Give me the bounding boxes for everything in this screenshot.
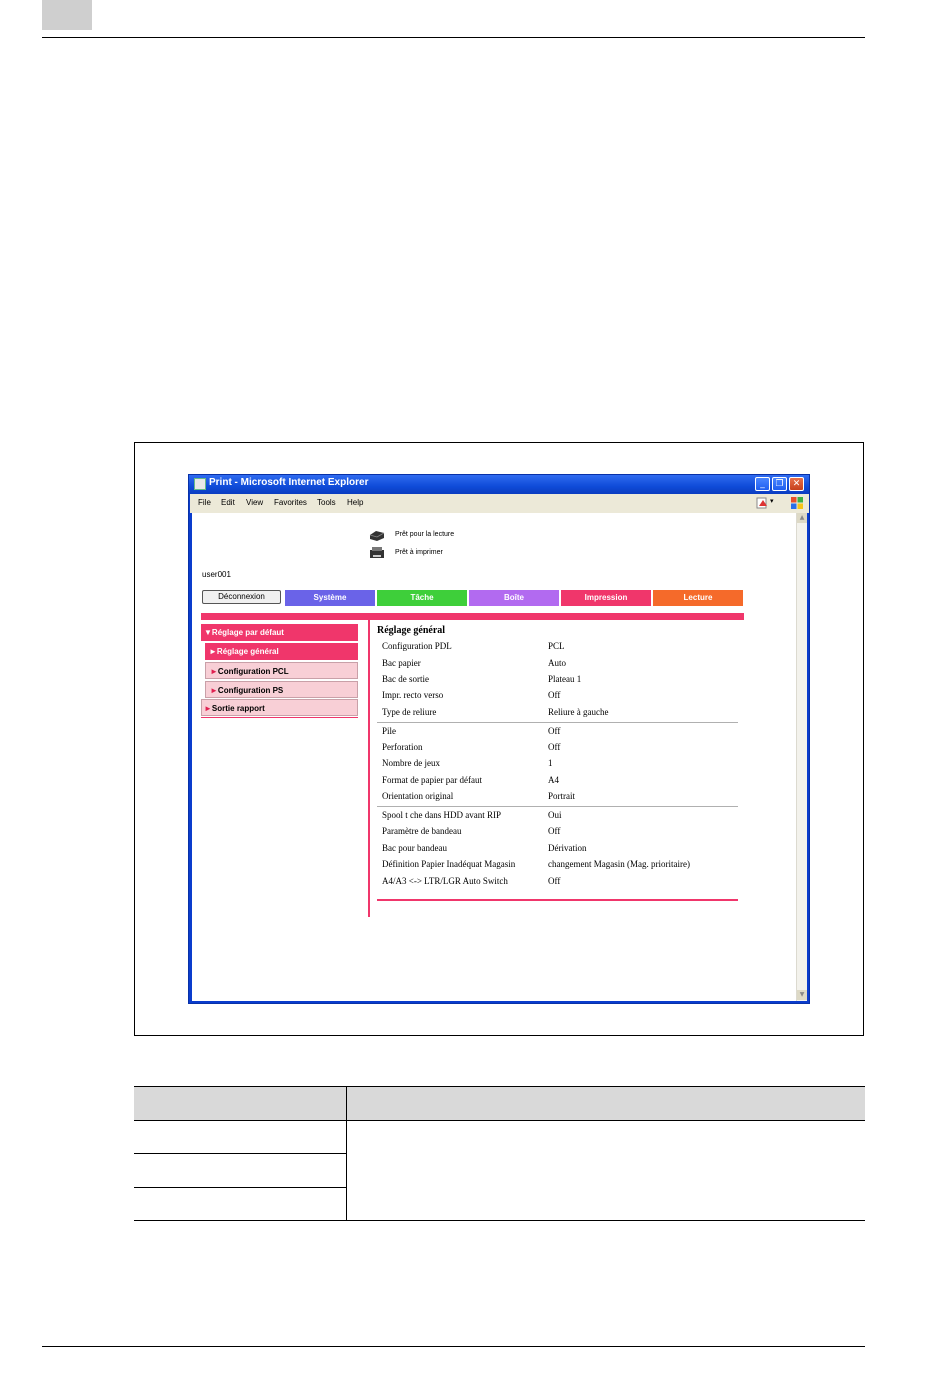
setting-label: Perforation: [382, 742, 423, 752]
nav-label: Réglage général: [216, 647, 279, 656]
setting-value: Off: [548, 876, 561, 886]
setting-label: Format de papier par défaut: [382, 775, 482, 785]
nav-pcl-config[interactable]: [205, 662, 358, 679]
menu-help[interactable]: Help: [347, 498, 364, 507]
printer-status-icon: [368, 546, 386, 560]
setting-label: Bac pour bandeau: [382, 843, 447, 853]
menu-view[interactable]: View: [246, 498, 264, 507]
nav-label: Réglage par défaut: [211, 628, 284, 637]
window-title: Print - Microsoft Internet Explorer: [209, 477, 369, 488]
footer-rule: [42, 1346, 865, 1347]
tab-box[interactable]: Boîte: [469, 590, 559, 606]
setting-label: Configuration PDL: [382, 641, 452, 651]
table-column-divider: [346, 1086, 347, 1221]
setting-value: Off: [548, 826, 561, 836]
content-border: [368, 620, 370, 917]
triangle-right-icon: ►: [210, 667, 218, 676]
nav-label: Configuration PS: [217, 686, 284, 695]
setting-label: Bac papier: [382, 658, 421, 668]
section-title: Réglage général: [377, 625, 446, 636]
setting-value: Auto: [548, 658, 566, 668]
setting-value: Off: [548, 690, 561, 700]
triangle-right-icon: ►: [210, 686, 218, 695]
browser-viewport: [192, 513, 807, 1001]
vertical-scrollbar[interactable]: [796, 513, 807, 1001]
scanner-status-icon: [368, 529, 386, 543]
setting-label: Bac de sortie: [382, 674, 429, 684]
setting-value: Off: [548, 726, 561, 736]
triangle-down-icon: ▼: [204, 628, 212, 637]
nav-label: Sortie rapport: [211, 704, 265, 713]
setting-label: A4/A3 <-> LTR/LGR Auto Switch: [382, 876, 508, 886]
scan-status-text: Prêt pour la lecture: [395, 531, 455, 538]
title-bar: [189, 475, 809, 494]
pdf-tool-icon[interactable]: [756, 497, 770, 509]
nav-default-settings[interactable]: [201, 624, 358, 641]
active-tab-bar: [201, 613, 744, 620]
setting-label: Nombre de jeux: [382, 758, 440, 768]
user-name: user001: [202, 570, 231, 579]
menu-tools[interactable]: Tools: [317, 498, 336, 507]
nav-report-output[interactable]: [201, 699, 358, 716]
ie-page-icon: [194, 478, 206, 490]
setting-value: Oui: [548, 810, 562, 820]
setting-value: Off: [548, 742, 561, 752]
content-divider: [377, 899, 738, 901]
setting-value: 1: [548, 758, 553, 768]
setting-label: Spool t che dans HDD avant RIP: [382, 810, 501, 820]
maximize-button[interactable]: ❐: [772, 477, 787, 491]
setting-value: Portrait: [548, 791, 575, 801]
menu-bar: [190, 494, 809, 513]
setting-label: Définition Papier Inadéquat Magasin: [382, 859, 516, 869]
table-header: [134, 1086, 865, 1120]
nav-label: Configuration PCL: [217, 667, 289, 676]
windows-logo-icon: [790, 496, 804, 510]
triangle-right-icon: ►: [204, 704, 212, 713]
tab-scan[interactable]: Lecture: [653, 590, 743, 606]
page-corner-tab: [42, 0, 92, 30]
triangle-right-icon: ►: [209, 647, 217, 656]
tab-print[interactable]: Impression: [561, 590, 651, 606]
table-rule: [134, 1220, 865, 1221]
menu-edit[interactable]: Edit: [221, 498, 235, 507]
tab-job[interactable]: Tâche: [377, 590, 467, 606]
setting-label: Paramètre de bandeau: [382, 826, 462, 836]
table-rule: [134, 1120, 865, 1121]
setting-value: Dérivation: [548, 843, 587, 853]
group-divider: [377, 722, 738, 723]
header-rule: [42, 37, 865, 38]
close-button[interactable]: ✕: [789, 477, 804, 491]
setting-label: Pile: [382, 726, 397, 736]
table-row-divider: [134, 1153, 346, 1154]
menu-favorites[interactable]: Favorites: [274, 498, 307, 507]
menu-file[interactable]: File: [198, 498, 211, 507]
scroll-down-arrow-icon[interactable]: ▼: [797, 990, 807, 1000]
chevron-down-icon[interactable]: ▾: [770, 497, 774, 505]
logout-button[interactable]: Déconnexion: [202, 590, 281, 604]
browser-window: [188, 474, 810, 1004]
setting-value: PCL: [548, 641, 565, 651]
scroll-up-arrow-icon[interactable]: ▲: [797, 513, 807, 523]
minimize-button[interactable]: _: [755, 477, 770, 491]
group-divider: [377, 806, 738, 807]
setting-label: Type de reliure: [382, 707, 437, 717]
setting-label: Orientation original: [382, 791, 454, 801]
nav-general-settings[interactable]: [205, 643, 358, 660]
nav-divider: [201, 717, 358, 718]
setting-value: A4: [548, 775, 559, 785]
nav-ps-config[interactable]: [205, 681, 358, 698]
setting-label: Impr. recto verso: [382, 690, 444, 700]
table-row-divider: [134, 1187, 346, 1188]
setting-value: Reliure à gauche: [548, 707, 609, 717]
tab-system[interactable]: Système: [285, 590, 375, 606]
setting-value: Plateau 1: [548, 674, 582, 684]
setting-value: changement Magasin (Mag. prioritaire): [548, 859, 690, 869]
print-status-text: Prêt à imprimer: [395, 549, 443, 556]
table-rule: [134, 1086, 865, 1087]
